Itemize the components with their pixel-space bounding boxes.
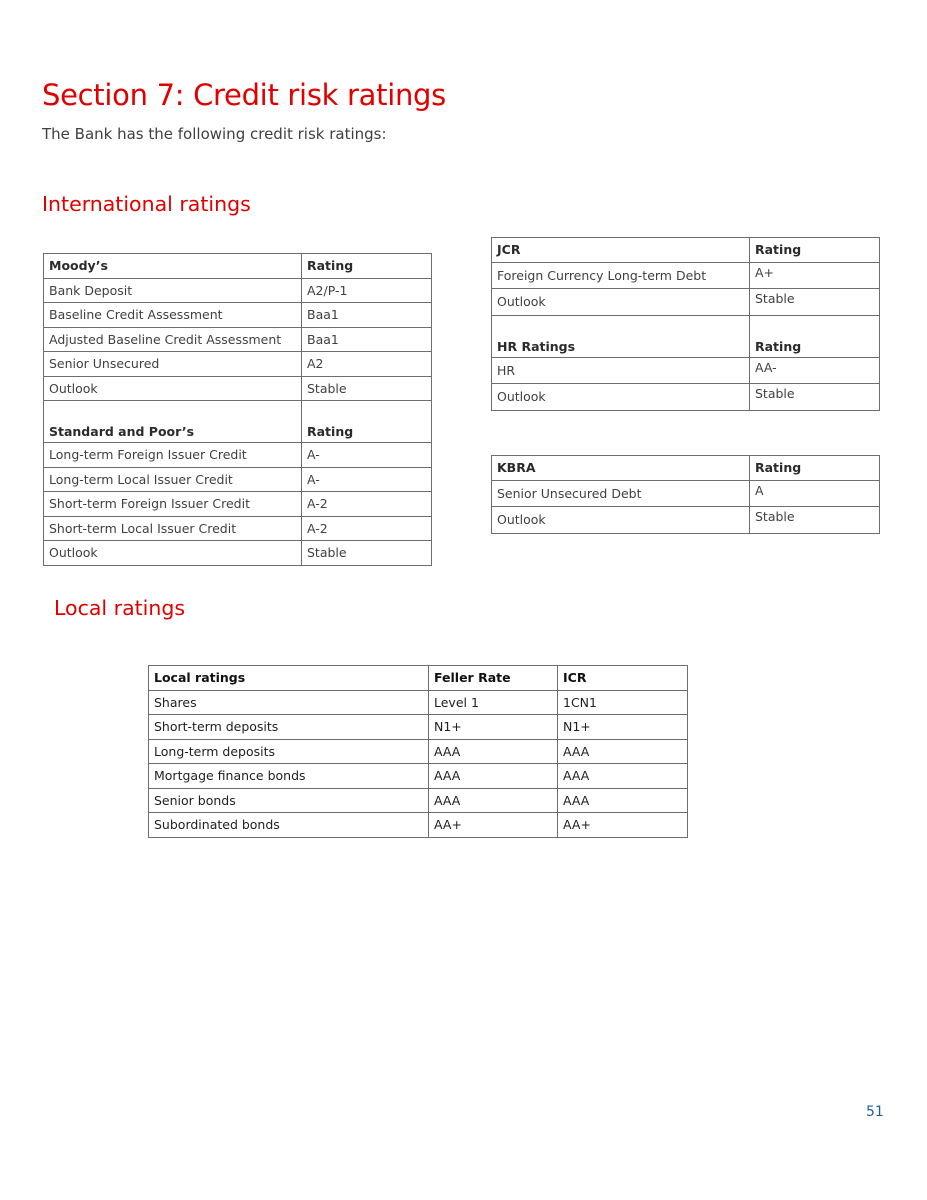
table-row	[44, 352, 432, 377]
table-row	[44, 492, 432, 517]
table-header-cell: Rating	[302, 254, 432, 279]
table-cell: 1CN1	[558, 690, 688, 715]
page-title: Section 7: Credit risk ratings	[42, 78, 446, 112]
table-row	[149, 715, 688, 740]
table-cell: Shares	[149, 690, 429, 715]
table-row	[492, 262, 880, 289]
table-cell: Short-term Foreign Issuer Credit	[44, 492, 302, 517]
table-header-row	[492, 456, 880, 481]
table-header-cell: Rating	[302, 401, 432, 443]
table-header-row	[492, 315, 880, 357]
table-row	[492, 289, 880, 316]
table-cell: Baseline Credit Assessment	[44, 303, 302, 328]
table-cell: AA+	[558, 813, 688, 838]
table-cell: Stable	[302, 541, 432, 566]
table-header-cell: Rating	[750, 315, 880, 357]
table-row	[149, 788, 688, 813]
table-row	[44, 541, 432, 566]
table-cell: Outlook	[492, 289, 750, 316]
table-row	[44, 516, 432, 541]
table-cell: A-2	[302, 492, 432, 517]
table-cell: Level 1	[429, 690, 558, 715]
table-row	[149, 813, 688, 838]
kbra-table	[491, 455, 880, 534]
local-ratings-table	[148, 665, 688, 838]
table-cell: Foreign Currency Long-term Debt	[492, 262, 750, 289]
table-cell: A	[750, 480, 880, 507]
table-row	[44, 467, 432, 492]
table-cell: AA+	[429, 813, 558, 838]
table-header-cell: Moody’s	[44, 254, 302, 279]
local-ratings-heading: Local ratings	[54, 596, 186, 620]
table-cell: N1+	[429, 715, 558, 740]
table-row	[44, 376, 432, 401]
table-cell: A+	[750, 262, 880, 289]
table-row	[149, 764, 688, 789]
table-row	[44, 278, 432, 303]
table-cell: Subordinated bonds	[149, 813, 429, 838]
table-cell: Senior Unsecured Debt	[492, 480, 750, 507]
table-header-row	[492, 238, 880, 263]
table-row	[44, 327, 432, 352]
table-row	[492, 480, 880, 507]
table-header-cell: HR Ratings	[492, 315, 750, 357]
table-header-row	[149, 666, 688, 691]
table-row	[492, 507, 880, 534]
table-cell: A-	[302, 443, 432, 468]
table-cell: AAA	[429, 764, 558, 789]
table-cell: Senior Unsecured	[44, 352, 302, 377]
table-header-cell: Local ratings	[149, 666, 429, 691]
table-cell: Baa1	[302, 327, 432, 352]
table-cell: AAA	[558, 788, 688, 813]
table-cell: HR	[492, 357, 750, 384]
table-cell: AAA	[429, 788, 558, 813]
table-cell: Mortgage finance bonds	[149, 764, 429, 789]
table-cell: Stable	[750, 289, 880, 316]
table-header-cell: JCR	[492, 238, 750, 263]
table-header-cell: Standard and Poor’s	[44, 401, 302, 443]
moodys-sp-table	[43, 253, 432, 566]
table-row	[492, 384, 880, 411]
table-cell: N1+	[558, 715, 688, 740]
international-ratings-heading: International ratings	[42, 192, 251, 216]
table-cell: Stable	[302, 376, 432, 401]
table-cell: Long-term deposits	[149, 739, 429, 764]
table-row	[44, 443, 432, 468]
intro-text: The Bank has the following credit risk ratings:	[42, 125, 387, 143]
table-header-cell: KBRA	[492, 456, 750, 481]
table-row	[149, 739, 688, 764]
table-cell: Stable	[750, 507, 880, 534]
table-cell: AAA	[429, 739, 558, 764]
table-cell: AAA	[558, 764, 688, 789]
table-cell: Long-term Foreign Issuer Credit	[44, 443, 302, 468]
table-cell: Stable	[750, 384, 880, 411]
table-cell: AA-	[750, 357, 880, 384]
page-number: 51	[866, 1104, 884, 1120]
table-header-cell: Rating	[750, 456, 880, 481]
table-row	[492, 357, 880, 384]
table-cell: Adjusted Baseline Credit Assessment	[44, 327, 302, 352]
table-header-row	[44, 401, 432, 443]
table-header-row	[44, 254, 432, 279]
table-cell: Bank Deposit	[44, 278, 302, 303]
table-row	[149, 690, 688, 715]
table-cell: Outlook	[44, 541, 302, 566]
table-cell: A-	[302, 467, 432, 492]
table-cell: Long-term Local Issuer Credit	[44, 467, 302, 492]
table-row	[44, 303, 432, 328]
table-header-cell: ICR	[558, 666, 688, 691]
table-cell: Baa1	[302, 303, 432, 328]
table-header-cell: Rating	[750, 238, 880, 263]
jcr-hr-table	[491, 237, 880, 411]
table-cell: Short-term deposits	[149, 715, 429, 740]
table-cell: Short-term Local Issuer Credit	[44, 516, 302, 541]
table-cell: A2	[302, 352, 432, 377]
table-cell: Outlook	[492, 507, 750, 534]
table-cell: Outlook	[44, 376, 302, 401]
table-cell: AAA	[558, 739, 688, 764]
table-header-cell: Feller Rate	[429, 666, 558, 691]
table-cell: Outlook	[492, 384, 750, 411]
table-cell: A-2	[302, 516, 432, 541]
table-cell: A2/P-1	[302, 278, 432, 303]
table-cell: Senior bonds	[149, 788, 429, 813]
